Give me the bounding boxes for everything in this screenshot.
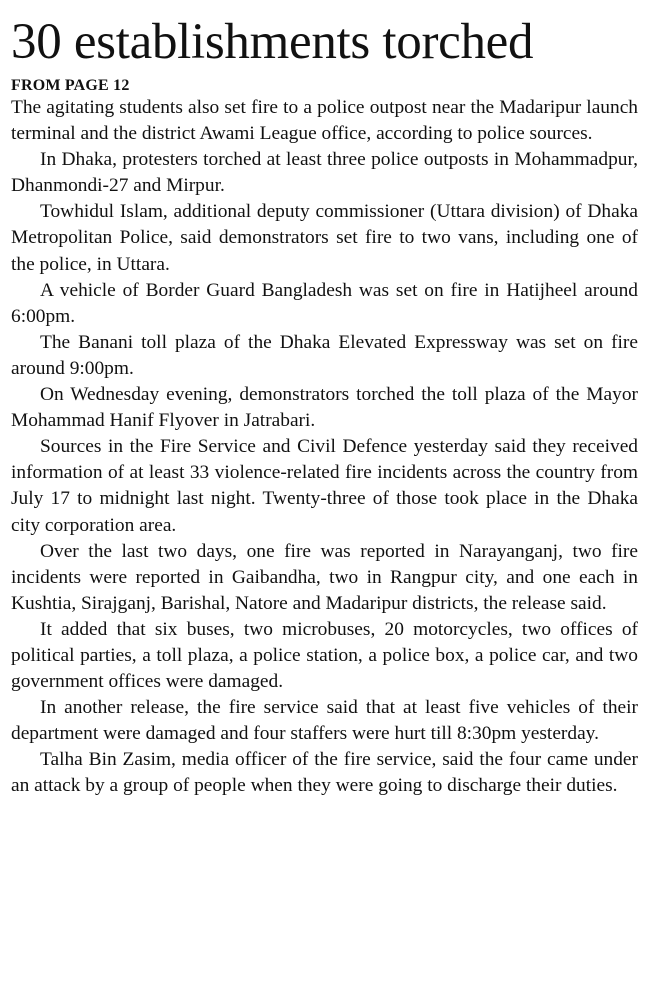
paragraph: On Wednesday evening, demonstrators torched the toll plaza of the Mayor Mohammad Hanif Flyover in Jatrabari. (11, 384, 638, 432)
paragraph: Towhidul Islam, additional deputy commissioner (Uttara division) of Dhaka Metropolitan Police, said demonstrators set fire to two vans, including one of the police, in Uttara. (11, 201, 638, 275)
continued-from-label: FROM PAGE 12 (11, 77, 130, 94)
paragraph: The Banani toll plaza of the Dhaka Elevated Expressway was set on fire around 9:00pm. (11, 331, 638, 379)
paragraph: In Dhaka, protesters torched at least three police outposts in Mohammadpur, Dhanmondi-27 and Mirpur. (11, 149, 638, 197)
article-body (11, 95, 638, 800)
paragraph: In another release, the fire service said that at least five vehicles of their department were damaged and four staffers were hurt till 8:30pm yesterday. (11, 697, 638, 745)
paragraph: A vehicle of Border Guard Bangladesh was set on fire in Hatijheel around 6:00pm. (11, 279, 638, 327)
headline: 30 establishments torched (11, 14, 534, 70)
paragraph: Over the last two days, one fire was reported in Narayanganj, two fire incidents were reported in Gaibandha, two in Rangpur city, and one each in Kushtia, Sirajganj, Barishal, Natore and Madaripur districts, the release said. (11, 540, 638, 614)
paragraph: It added that six buses, two microbuses, 20 motorcycles, two offices of political parties, a toll plaza, a police station, a police box, a police car, and two government offices were damaged. (11, 618, 638, 693)
paragraph: Talha Bin Zasim, media officer of the fire service, said the four came under an attack by a group of people when they were going to discharge their duties. (11, 749, 638, 797)
paragraph: Sources in the Fire Service and Civil Defence yesterday said they received information of at least 33 violence-related fire incidents across the country from July 17 to midnight last night. Twenty-three of those took place in the Dhaka city corporation area. (11, 436, 638, 536)
paragraph: The agitating students also set fire to a police outpost near the Madaripur launch terminal and the district Awami League office, according to police sources. (11, 97, 638, 145)
